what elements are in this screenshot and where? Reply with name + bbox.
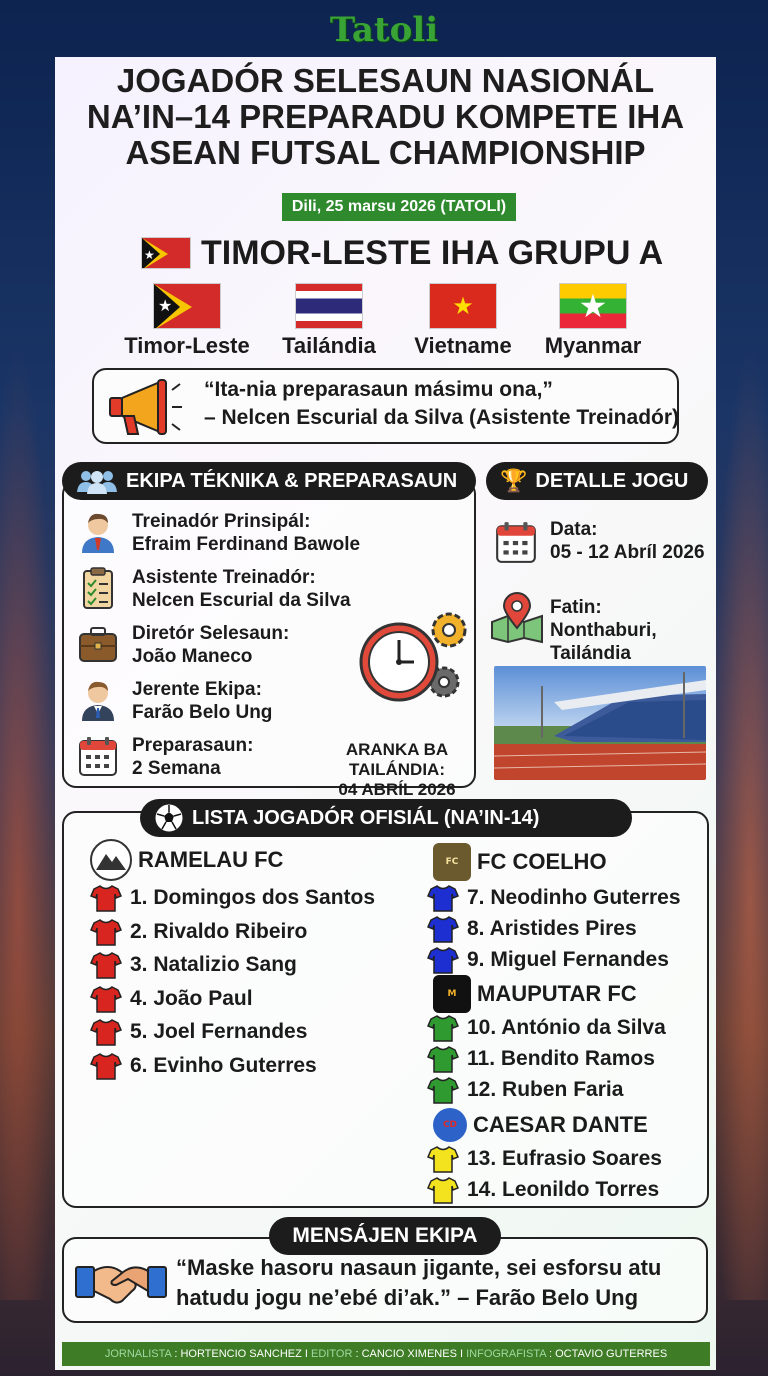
- staff-selection-director: [76, 622, 289, 668]
- match-date-label: Data:: [550, 519, 598, 540]
- editor-name: CANCIO XIMENES: [361, 1348, 457, 1360]
- thailand-flag-icon: [295, 283, 363, 329]
- country-name: Timor-Leste: [124, 333, 250, 358]
- player-row: [427, 1145, 662, 1173]
- background-glow-right: [708, 300, 768, 1300]
- roster-heading-text: LISTA JOGADÓR OFISIÁL (NA’IN-14): [192, 807, 540, 829]
- myanmar-flag-icon: ★: [559, 283, 627, 329]
- map-pin-icon: [490, 592, 544, 644]
- staff-preparation: [76, 734, 253, 780]
- player-row: [90, 918, 307, 946]
- staff-role: Preparasaun:: [132, 735, 254, 756]
- player-name: 8. Aristides Pires: [467, 917, 637, 940]
- trophy-icon: 🏆: [500, 468, 528, 493]
- player-name: 6. Evinho Guterres: [130, 1053, 317, 1077]
- infographic-name: OCTAVIO GUTERRES: [555, 1348, 668, 1360]
- team-message-heading: MENSÁJEN EKIPA: [269, 1217, 501, 1255]
- match-date-value: 05 - 12 Abríl 2026: [550, 542, 705, 563]
- roster-heading: [140, 799, 632, 837]
- headline-line-1: JOGADÓR SELESAUN NASIONÁL: [116, 62, 655, 99]
- player-name: 5. Joel Fernandes: [130, 1020, 308, 1043]
- infographic-label: INFOGRAFISTA: [466, 1348, 546, 1360]
- player-name: 14. Leonildo Torres: [467, 1178, 660, 1201]
- match-venue: [550, 596, 657, 665]
- club-name: CAESAR DANTE: [473, 1112, 648, 1137]
- infographic-panel: [55, 57, 716, 1370]
- player-row: [427, 1076, 623, 1104]
- jersey-icon: [427, 1076, 459, 1104]
- departure-info: [312, 740, 482, 800]
- departure-date: 04 ABRÍL 2026: [338, 780, 456, 799]
- coach-quote-box: [92, 368, 679, 444]
- player-row: [90, 1052, 317, 1080]
- group-title-text: TIMOR-LESTE IHA GRUPU A: [201, 233, 664, 272]
- country-name: Myanmar: [544, 333, 642, 358]
- player-row: [427, 1014, 666, 1042]
- player-row: [90, 1018, 307, 1046]
- vietnam-flag-icon: ★: [429, 283, 497, 329]
- quote-attribution: – Nelcen Escurial da Silva (Asistente Treinadór): [204, 406, 680, 429]
- megaphone-icon: [104, 376, 184, 438]
- jersey-icon: [90, 1052, 122, 1080]
- player-row: [90, 951, 297, 979]
- venue-city: Nonthaburi,: [550, 620, 657, 641]
- departure-line-2: TAILÁNDIA:: [349, 760, 445, 779]
- jersey-icon: [90, 918, 122, 946]
- headline-line-3: ASEAN FUTSAL CHAMPIONSHIP: [125, 134, 646, 171]
- club-ramelau-fc: [90, 839, 283, 881]
- jersey-icon: [427, 884, 459, 912]
- game-details-heading: [486, 462, 708, 500]
- quote-text: “Ita-nia preparasaun másimu ona,”: [204, 378, 553, 401]
- jersey-icon: [90, 985, 122, 1013]
- clock-gears-icon: [344, 602, 474, 712]
- player-name: 10. António da Silva: [467, 1016, 666, 1039]
- jersey-icon: [427, 1145, 459, 1173]
- staff-team-manager: [76, 678, 272, 724]
- venue-country: Tailándia: [550, 643, 631, 664]
- game-details-heading-text: DETALLE JOGU: [535, 470, 689, 492]
- jersey-icon: [427, 946, 459, 974]
- stadium-image: [494, 666, 706, 780]
- team-icon: [76, 468, 118, 494]
- country-myanmar: [523, 283, 663, 359]
- player-name: 7. Neodinho Guterres: [467, 886, 681, 909]
- caesar-dante-logo-icon: CD: [433, 1108, 467, 1142]
- staff-role: Asistente Treinadór:: [132, 567, 316, 588]
- staff-role: Diretór Selesaun:: [132, 623, 290, 644]
- country-thailand: [259, 283, 399, 359]
- jersey-icon: [90, 1018, 122, 1046]
- club-mauputar-fc: [433, 975, 637, 1013]
- team-message-line-1: “Maske hasoru nasaun jigante, sei esforsu atu: [176, 1255, 662, 1280]
- mauputar-fc-logo-icon: M: [433, 975, 471, 1013]
- club-fc-coelho: [433, 843, 607, 881]
- player-name: 3. Natalizio Sang: [130, 953, 297, 976]
- player-row: [90, 884, 375, 912]
- player-row: [427, 884, 681, 912]
- group-title: [141, 233, 663, 273]
- player-name: 1. Domingos dos Santos: [130, 886, 376, 909]
- player-name: 2. Rivaldo Ribeiro: [130, 919, 308, 943]
- timor-leste-flag-icon: ★: [153, 283, 221, 329]
- manager-icon: [76, 678, 120, 722]
- headline: [55, 63, 716, 171]
- technical-staff-box: [62, 480, 476, 799]
- dateline: Dili, 25 marsu 2026 (TATOLI): [282, 193, 516, 221]
- staff-name: João Maneco: [132, 646, 253, 667]
- timor-leste-flag-icon: ★: [141, 237, 191, 269]
- technical-staff-heading: [62, 462, 476, 500]
- player-row: [427, 1176, 659, 1204]
- jersey-icon: [90, 884, 122, 912]
- country-timor-leste: [117, 283, 257, 359]
- calendar-icon: [76, 734, 120, 778]
- player-name: 4. João Paul: [130, 986, 253, 1010]
- handshake-icon: [74, 1251, 168, 1313]
- clipboard-icon: [76, 566, 120, 610]
- staff-head-coach: [76, 510, 360, 556]
- staff-name: Farão Belo Ung: [132, 702, 273, 723]
- club-name: RAMELAU FC: [138, 847, 284, 872]
- country-name: Vietname: [414, 333, 512, 358]
- staff-name: Nelcen Escurial da Silva: [132, 590, 351, 611]
- soccer-ball-icon: [154, 803, 184, 833]
- player-row: [427, 1045, 655, 1073]
- editor-label: EDITOR: [311, 1348, 353, 1360]
- jersey-icon: [427, 1045, 459, 1073]
- headline-line-2: NA’IN–14 PREPARADU KOMPETE IHA: [86, 98, 685, 135]
- player-name: 13. Eufrasio Soares: [467, 1147, 662, 1170]
- player-name: 9. Miguel Fernandes: [467, 948, 669, 971]
- background-glow-left: [0, 300, 60, 1300]
- fc-coelho-logo-icon: FC: [433, 843, 471, 881]
- club-name: MAUPUTAR FC: [477, 981, 637, 1006]
- club-caesar-dante: [433, 1108, 648, 1142]
- jersey-icon: [427, 1014, 459, 1042]
- jersey-icon: [427, 1176, 459, 1204]
- player-row: [90, 985, 253, 1013]
- country-name: Tailándia: [282, 333, 376, 358]
- jersey-icon: [427, 915, 459, 943]
- credits-footer: JORNALISTA : HORTENCIO SANCHEZ I EDITOR : CANCIO XIMENES I INFOGRAFISTA : OCTAVIO GUTERRES: [62, 1342, 710, 1366]
- venue-label: Fatin:: [550, 597, 602, 618]
- staff-name: Efraim Ferdinand Bawole: [132, 534, 361, 555]
- calendar-icon: [493, 518, 539, 566]
- staff-name: 2 Semana: [132, 758, 221, 779]
- staff-role: Treinadór Prinsipál:: [132, 511, 311, 532]
- journalist-name: HORTENCIO SANCHEZ: [180, 1348, 302, 1360]
- ramelau-fc-logo-icon: [90, 839, 132, 881]
- club-name: FC COELHO: [477, 849, 607, 874]
- staff-role: Jerente Ekipa:: [132, 679, 262, 700]
- player-row: [427, 915, 637, 943]
- journalist-label: JORNALISTA: [104, 1348, 172, 1360]
- briefcase-icon: [76, 622, 120, 666]
- coach-icon: [76, 510, 120, 554]
- team-message-line-2: hatudu jogu ne’ebé di’ak.” – Farão Belo Ung: [176, 1285, 639, 1310]
- player-name: 12. Ruben Faria: [467, 1078, 624, 1101]
- country-vietnam: [393, 283, 533, 359]
- departure-line-1: ARANKA BA: [345, 740, 449, 759]
- jersey-icon: [90, 951, 122, 979]
- staff-assistant-coach: [76, 566, 351, 612]
- player-name: 11. Bendito Ramos: [467, 1047, 655, 1070]
- player-row: [427, 946, 669, 974]
- match-date: [550, 518, 705, 564]
- technical-staff-heading-text: EKIPA TÉKNIKA & PREPARASAUN: [126, 470, 458, 492]
- brand-logo[interactable]: Tatoli: [329, 10, 439, 50]
